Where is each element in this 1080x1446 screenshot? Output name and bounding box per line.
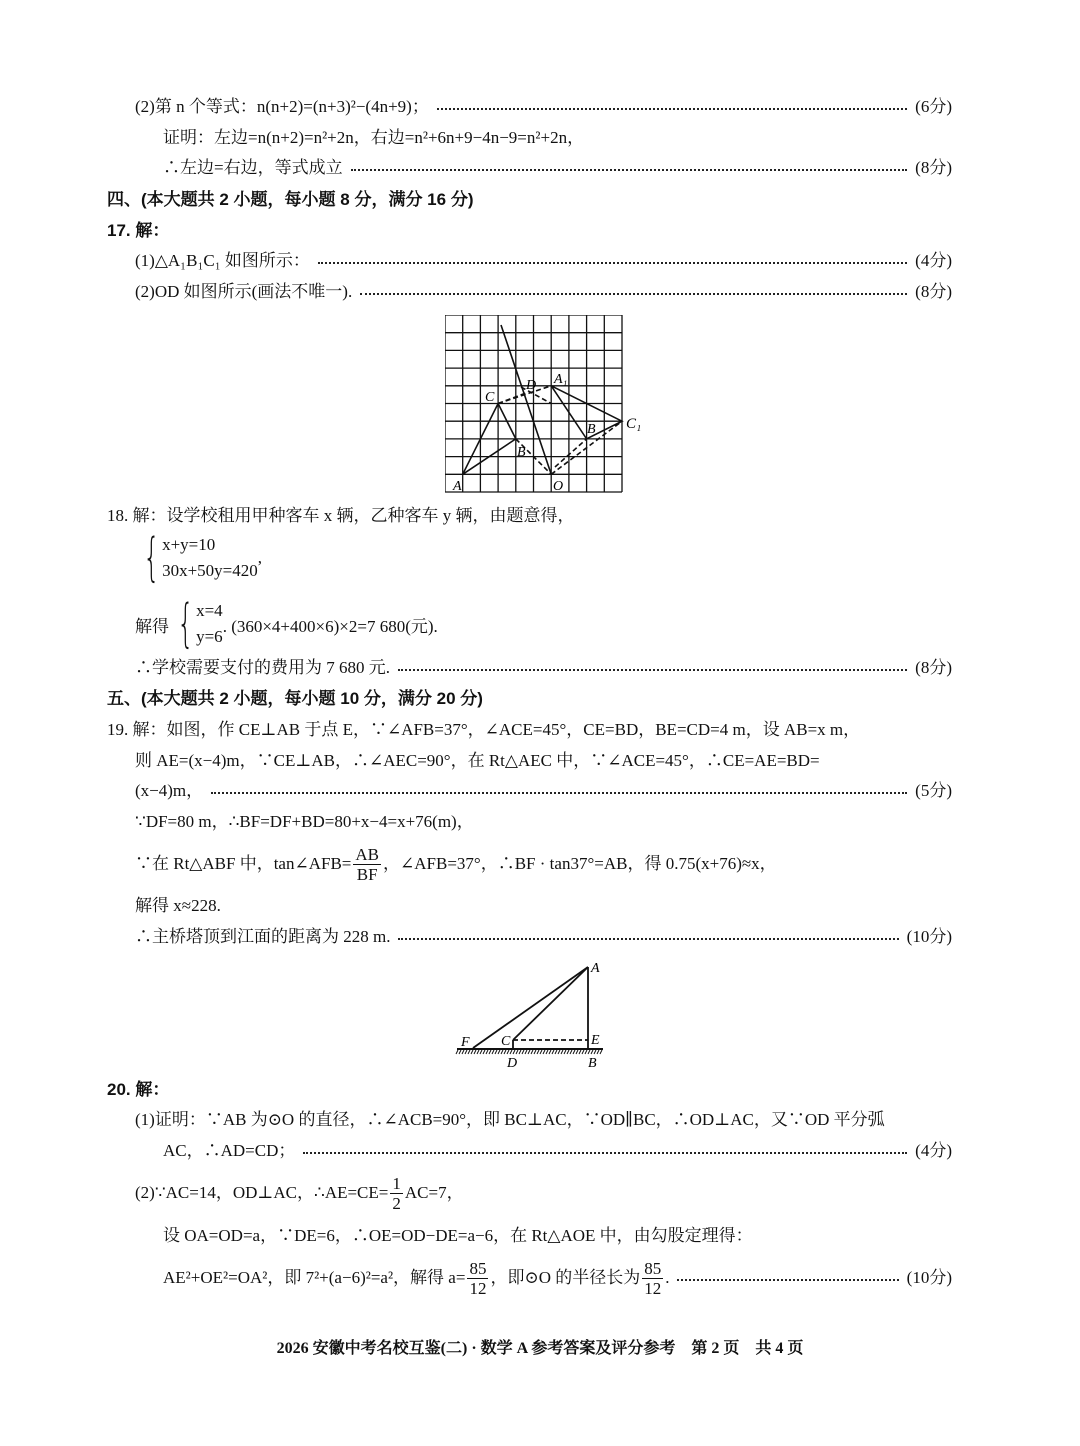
- dot-leader: [303, 1152, 907, 1154]
- label-b1: B: [587, 422, 596, 437]
- label-c: C: [485, 390, 495, 405]
- q20-line-3: [135, 1173, 464, 1213]
- text: AC=7，: [404, 1183, 464, 1202]
- grid-lines: [445, 315, 622, 492]
- score: (4分): [915, 1141, 952, 1160]
- text: 解得: [135, 616, 169, 636]
- text: ∴左边=右边，等式成立: [163, 158, 343, 177]
- hatch-mark: [495, 1050, 497, 1054]
- label-e: E: [591, 1033, 600, 1048]
- fraction: [642, 1259, 663, 1298]
- q20-line-5: [163, 1258, 952, 1298]
- q16-line-2: 证明：左边=n(n+2)=n²+2n，右边=n²+6n+9−4n−9=n²+2n，: [163, 128, 585, 147]
- hatch-mark: [552, 1050, 554, 1054]
- q20-line-2: [163, 1138, 952, 1164]
- fraction: [390, 1174, 403, 1213]
- hatch-mark: [468, 1050, 470, 1054]
- hatch-mark: [459, 1050, 461, 1054]
- hatch-mark: [522, 1050, 524, 1054]
- hatch-mark: [543, 1050, 545, 1054]
- q17-line-1: [135, 248, 952, 274]
- section-4-heading: 四、(本大题共 2 小题，每小题 8 分，满分 16 分): [107, 190, 474, 209]
- q16-line-1: [135, 94, 952, 120]
- equation-system: [135, 528, 263, 588]
- hatch-mark: [474, 1050, 476, 1054]
- text: .: [665, 1268, 670, 1287]
- q19-line-6: 解得 x≈228.: [135, 896, 221, 915]
- solution-y: y=6: [196, 627, 223, 646]
- text: . (360×4+400×6)×2=7 680(元).: [222, 616, 438, 636]
- hatch-mark: [558, 1050, 560, 1054]
- text: AE²+OE²=OA²，即 7²+(a−6)²=a²，解得 a=: [163, 1268, 466, 1287]
- brace-icon: {: [177, 594, 194, 654]
- dot-leader: [318, 262, 907, 264]
- score: (10分): [906, 927, 952, 946]
- fraction: [467, 1259, 488, 1298]
- text: (2)第 n 个等式：n(n+2)=(n+3)²−(4n+9)；: [135, 97, 429, 116]
- hatch-mark: [582, 1050, 584, 1054]
- hatch-mark: [504, 1050, 506, 1054]
- label-a1: A₁: [554, 372, 568, 387]
- page-footer: 2026 安徽中考名校互鉴(二) · 数学 A 参考答案及评分参考 第 2 页 共 4 页: [276, 1340, 804, 1357]
- numerator: AB: [355, 844, 380, 864]
- ground-hatch: [456, 1050, 602, 1054]
- label-d: D: [526, 378, 537, 393]
- hatch-mark: [600, 1050, 602, 1054]
- dot-leader: [677, 1279, 898, 1281]
- label-c: C: [501, 1034, 511, 1049]
- denominator: BF: [356, 864, 378, 884]
- hatch-mark: [507, 1050, 509, 1054]
- hatch-mark: [555, 1050, 557, 1054]
- label-b: B: [517, 445, 526, 460]
- label-d: D: [507, 1056, 518, 1071]
- hatch-mark: [528, 1050, 530, 1054]
- q17-line-2: [135, 279, 952, 305]
- q19-line-7: [135, 924, 952, 950]
- line-ca: [513, 967, 588, 1040]
- hatch-mark: [588, 1050, 590, 1054]
- label-a: A: [591, 961, 600, 976]
- q16-line-3: [163, 155, 952, 181]
- hatch-mark: [471, 1050, 473, 1054]
- hatch-mark: [525, 1050, 527, 1054]
- dot-leader: [398, 669, 907, 671]
- text: ∴学校需要支付的费用为 7 680 元.: [135, 658, 390, 677]
- hatch-mark: [516, 1050, 518, 1054]
- denominator: 2: [392, 1193, 401, 1213]
- q20-line-1: (1)证明：∵AB 为⊙O 的直径，∴∠ACB=90°，即 BC⊥AC，∵OD∥BC，∴OD⊥AC，又∵OD 平分弧: [135, 1110, 885, 1129]
- score: (4分): [915, 251, 952, 270]
- denominator: 12: [644, 1278, 662, 1298]
- hatch-mark: [462, 1050, 464, 1054]
- hatch-mark: [489, 1050, 491, 1054]
- text: ，即⊙O 的半径长为: [490, 1268, 641, 1287]
- hatch-mark: [585, 1050, 587, 1054]
- q20-heading: 20. 解：: [107, 1080, 170, 1099]
- dot-leader: [437, 108, 907, 110]
- hatch-mark: [477, 1050, 479, 1054]
- q18-final: [135, 655, 952, 681]
- hatch-mark: [510, 1050, 512, 1054]
- hatch-mark: [501, 1050, 503, 1054]
- q17-heading: 17. 解：: [107, 221, 170, 240]
- score: (5分): [915, 781, 952, 800]
- hatch-mark: [534, 1050, 536, 1054]
- score: (8分): [915, 158, 952, 177]
- equation-1: x+y=10: [162, 535, 216, 554]
- hatch-mark: [498, 1050, 500, 1054]
- solution-line: [135, 594, 438, 654]
- q19-line-2: 则 AE=(x−4)m，∵CE⊥AB，∴∠AEC=90°，在 Rt△AEC 中，∵∠ACE=45°，∴CE=AE=BD=: [135, 751, 820, 770]
- hatch-mark: [492, 1050, 494, 1054]
- hatch-mark: [531, 1050, 533, 1054]
- text: (2)OD 如图所示(画法不唯一).: [135, 282, 353, 301]
- hatch-mark: [456, 1050, 458, 1054]
- numerator: 85: [644, 1258, 662, 1278]
- label-c1-wrap: [624, 410, 654, 434]
- bridge-figure: [450, 955, 620, 1075]
- q19-line-4: ∵DF=80 m，∴BF=DF+BD=80+x−4=x+76(m)，: [135, 812, 474, 831]
- text: AC，∴AD=CD；: [163, 1141, 296, 1160]
- score: (8分): [915, 282, 952, 301]
- hatch-mark: [465, 1050, 467, 1054]
- dashed-cd: [498, 393, 526, 404]
- hatch-mark: [576, 1050, 578, 1054]
- hatch-mark: [573, 1050, 575, 1054]
- score: (10分): [906, 1268, 952, 1287]
- text: ∵在 Rt△ABF 中，tan∠AFB=: [135, 854, 352, 873]
- hatch-mark: [591, 1050, 593, 1054]
- label-o: O: [553, 479, 564, 494]
- dot-leader: [211, 792, 907, 794]
- hatch-mark: [540, 1050, 542, 1054]
- hatch-mark: [519, 1050, 521, 1054]
- hatch-mark: [480, 1050, 482, 1054]
- denominator: 12: [469, 1278, 487, 1298]
- hatch-mark: [483, 1050, 485, 1054]
- dot-leader: [398, 938, 898, 940]
- text: (1)△A₁B₁C₁ 如图所示：: [135, 251, 310, 270]
- text: (2)∵AC=14，OD⊥AC，∴AE=CE=: [135, 1183, 389, 1202]
- q18-heading: 18. 解：设学校租用甲种客车 x 辆，乙种客车 y 辆，由题意得，: [107, 506, 575, 525]
- hatch-mark: [567, 1050, 569, 1054]
- punct: ,: [257, 548, 263, 567]
- dot-leader: [351, 169, 908, 171]
- fraction: [353, 845, 381, 884]
- text: (x−4)m，: [135, 781, 204, 800]
- solution-x: x=4: [196, 601, 223, 620]
- equation-2: 30x+50y=420: [162, 561, 258, 580]
- hatch-mark: [513, 1050, 515, 1054]
- q19-line-5: [135, 844, 777, 884]
- dot-leader: [360, 293, 907, 295]
- section-5-heading: 五、(本大题共 2 小题，每小题 10 分，满分 20 分): [107, 689, 483, 708]
- q20-line-4: 设 OA=OD=a，∵DE=6，∴OE=OD−DE=a−6，在 Rt△AOE 中，由勾股定理得：: [163, 1226, 753, 1245]
- label-a: A: [453, 479, 462, 494]
- text: ，∠AFB=37°，∴BF · tan37°=AB，得 0.75(x+76)≈x，: [383, 854, 777, 873]
- line-fa: [473, 967, 588, 1048]
- hatch-mark: [537, 1050, 539, 1054]
- label-c1: C₁: [626, 416, 642, 432]
- brace-icon: {: [143, 528, 160, 588]
- numerator: 1: [392, 1173, 401, 1193]
- hatch-mark: [486, 1050, 488, 1054]
- label-b: B: [588, 1056, 597, 1071]
- q19-line-1: 19. 解：如图，作 CE⊥AB 于点 E，∵∠AFB=37°，∠ACE=45°，CE=BD，BE=CD=4 m，设 AB=x m，: [107, 720, 861, 739]
- text: ∴主桥塔顶到江面的距离为 228 m.: [135, 927, 391, 946]
- hatch-mark: [570, 1050, 572, 1054]
- hatch-mark: [579, 1050, 581, 1054]
- dashed-ob1: [555, 439, 587, 467]
- hatch-mark: [597, 1050, 599, 1054]
- hatch-mark: [564, 1050, 566, 1054]
- q19-line-3: [135, 778, 952, 804]
- grid-figure: [445, 315, 625, 495]
- hatch-mark: [561, 1050, 563, 1054]
- hatch-mark: [549, 1050, 551, 1054]
- label-f: F: [461, 1035, 470, 1050]
- score: (6分): [915, 97, 952, 116]
- hatch-mark: [546, 1050, 548, 1054]
- score: (8分): [915, 658, 952, 677]
- numerator: 85: [469, 1258, 487, 1278]
- hatch-mark: [594, 1050, 596, 1054]
